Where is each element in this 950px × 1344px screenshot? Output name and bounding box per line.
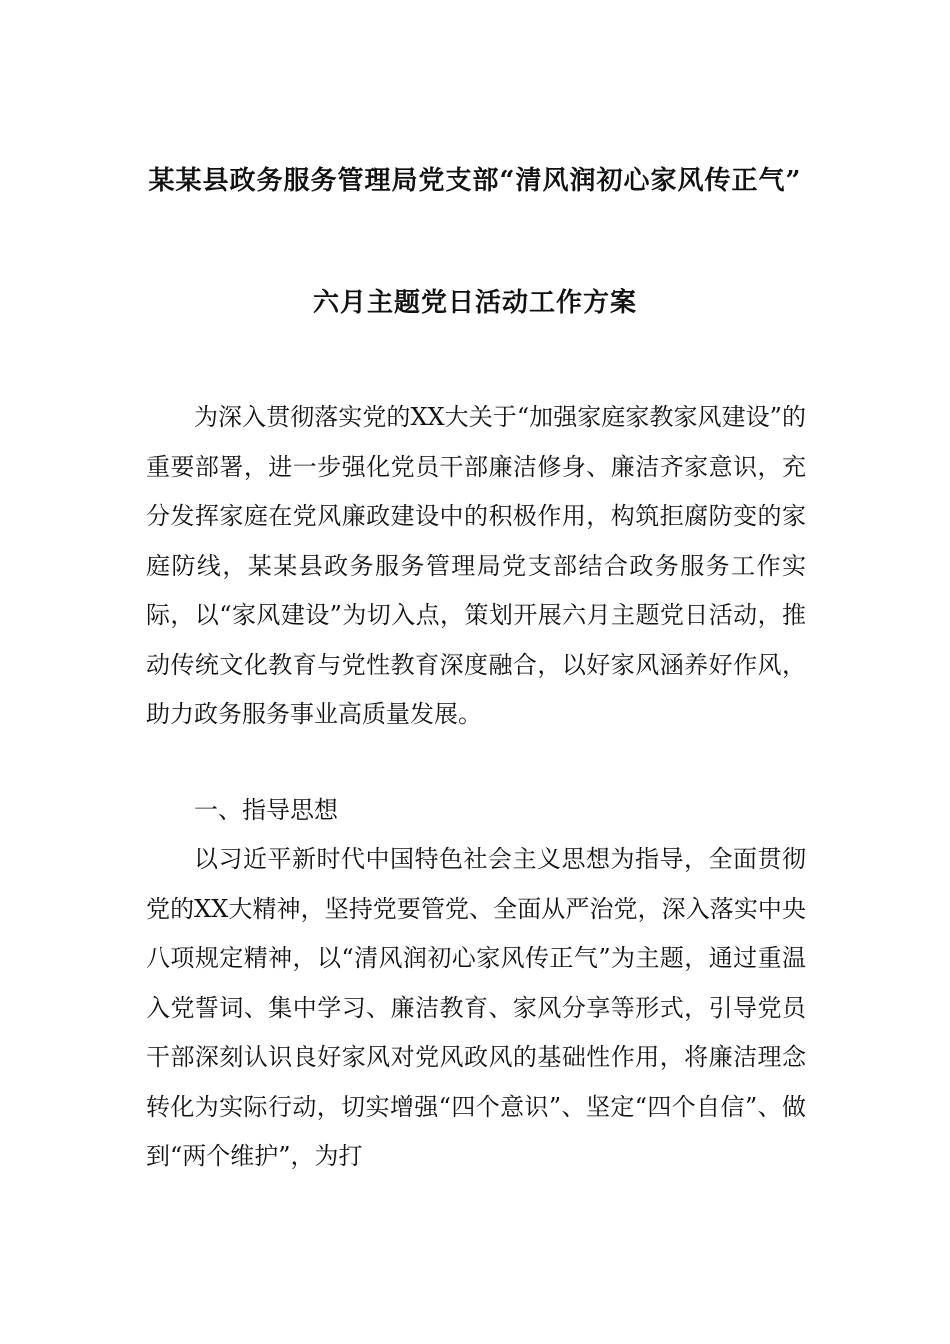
intro-paragraph: 为深入贯彻落实党的XX大关于“加强家庭家教家风建设”的重要部署，进一步强化党员干部廉洁修身、廉洁齐家意识，充分发挥家庭在党风廉政建设中的积极作用，构筑拒腐防变的家庭防线，某某县政务服务管理局党支部结合政务服务工作实际，以“家风建设”为切入点，策划开展六月主题党日活动，推动传统文化教育与党性教育深度融合，以好家风涵养好作风，助力政务服务事业高质量发展。 — [146, 403, 806, 728]
document-title-line-2: 六月主题党日活动工作方案 — [312, 288, 637, 318]
intro-paragraph-block — [146, 393, 806, 740]
section-1-heading: 一、指导思想 — [194, 796, 338, 824]
section-1-paragraph: 以习近平新时代中国特色社会主义思想为指导，全面贯彻党的XX大精神，坚持党要管党、全面从严治党，深入落实中央八项规定精神，以“清风润初心家风传正气”为主题，通过重温入党誓词、集中学习、廉洁教育、家风分享等形式，引导党员干部深刻认识良好家风对党风政风的基础性作用，将廉洁理念转化为实际行动，切实增强“四个意识”、坚定“四个自信”、做到“两个维护”，为打 — [146, 845, 806, 1170]
section-1-paragraph-block — [146, 835, 806, 1182]
document-title-line-1: 某某县政务服务管理局党支部“清风润初心家风传正气” — [148, 166, 802, 196]
section-1-heading-block — [146, 786, 806, 836]
